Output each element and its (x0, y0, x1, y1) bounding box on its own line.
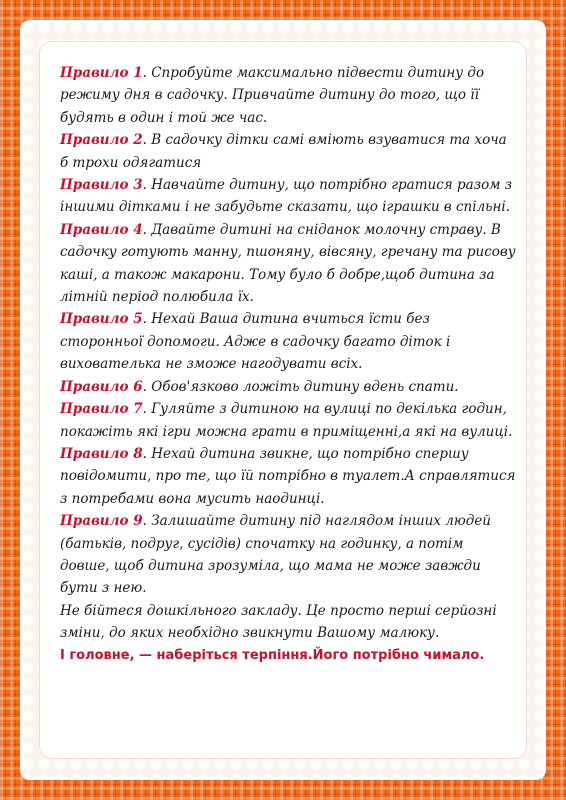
rule-3 (60, 174, 516, 219)
rule-label: Правило 8 (60, 445, 143, 462)
rule-8 (60, 443, 516, 510)
rule-1 (60, 62, 516, 129)
rule-5 (60, 308, 516, 375)
rule-label: Правило 1 (60, 65, 143, 81)
rule-2 (60, 129, 516, 174)
rule-label: Правило 2 (60, 132, 143, 149)
rule-text: . Нехай Ваша дитина вчиться їсти без сторонньої допомоги. Адже в садочку багато діток і вихователька не зможе нагодувати всіх. (60, 311, 451, 373)
rule-6 (60, 376, 516, 398)
rule-label: Правило 6 (60, 378, 143, 395)
note-paragraph: Не бійтеся дошкільного закладу. Це просто перші серйозні зміни, до яких необхідно звикнути Вашому малюку. (60, 602, 497, 642)
rule-7 (60, 398, 516, 443)
rule-text: . В садочку дітки самі вміють взуватися та хоча б трохи одягатися (60, 132, 507, 171)
rule-text: . Спробуйте максимально підвести дитину до режиму дня в садочку. Привчайте дитину до того, що її будять в один і той же час. (60, 65, 485, 126)
rule-label: Правило 4 (60, 221, 143, 238)
rule-text: . Обов'язково ложіть дитину вдень спати. (142, 378, 459, 395)
rule-4 (60, 219, 516, 309)
rule-text: . Нехай дитина звикне, що потрібно спершу повідомити, про те, що їй потрібно в туалет.А справлятися з потребами вона мусить наодинці. (60, 445, 516, 507)
rule-label: Правило 3 (60, 177, 143, 194)
rule-label: Правило 7 (60, 401, 143, 418)
rules-list (60, 62, 516, 667)
closing-line: І головне, — наберіться терпіння.Його потрібно чимало. (60, 647, 485, 663)
rule-label: Правило 9 (60, 513, 143, 530)
rule-label: Правило 5 (60, 311, 143, 328)
rule-9 (60, 510, 516, 600)
rule-text: . Навчайте дитину, що потрібно гратися разом з іншими дітками і не забудьте сказати, що іграшки в спільні. (60, 177, 513, 216)
rule-text: . Давайте дитині на сніданок молочну страву. В садочку готують манну, пшоняну, вівсяну, гречану та рисову каші, а також макарони. Тому було б добре,щоб дитина за літній період полюбила їх. (60, 221, 516, 306)
rule-text: . Гуляйте з дитиною на вулиці по декілька годин, покажіть які ігри можна грати в приміщенні,а які на вулиці. (60, 401, 513, 440)
rule-text: . Залишайте дитину під наглядом інших людей (батьків, подруг, сусідів) спочатку на годинку, а потім довше, щоб дитина зрозуміла, що мама не може завжди бути з нею. (60, 513, 491, 597)
